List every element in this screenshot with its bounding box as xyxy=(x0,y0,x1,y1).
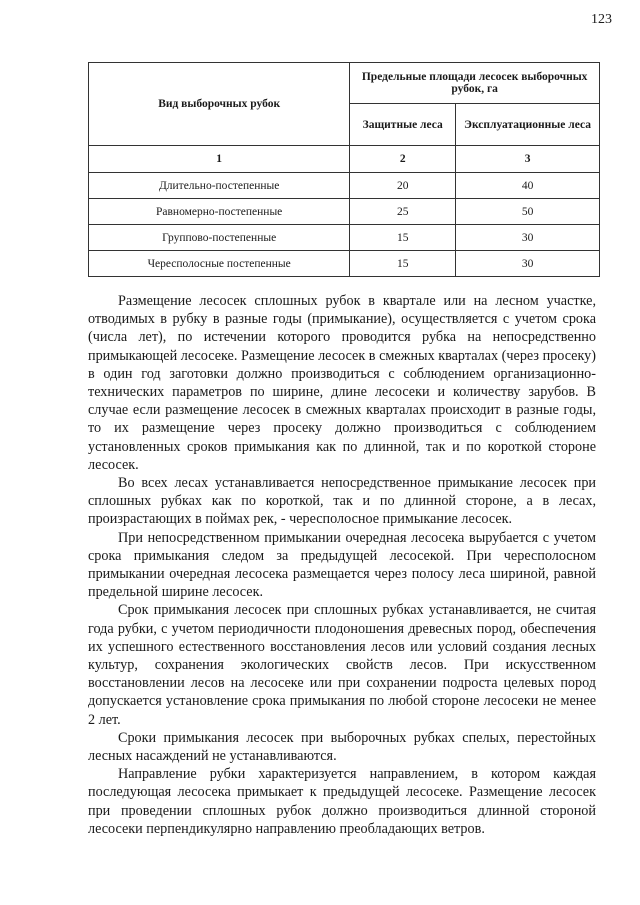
paragraph-adjacency: Размещение лесосек сплошных рубок в квартале или на лесном участке, отводимых в рубку в разные годы (примыкание), осуществляется с учетом срока (числа лет), по истечении которого проводится рубка на непосредственно примыкающей лесосеке. Размещение лесосек в смежных кварталах (через просеку) в один год заготовки должно производиться с соблюдением организационно-технических параметров по ширине, длине лесосеки и количеству зарубов. В случае если размещение лесосек в смежных кварталах происходит в разные годы, то их размещение через просеку должно производиться с соблюдением установленных сроков примыкания как по длинной, так и по короткой стороне лесосек. xyxy=(88,293,596,473)
header-area-limits: Предельные площади лесосек выборочных рубок, га xyxy=(350,63,600,104)
paragraph-cutting-direction: Направление рубки характеризуется направлением, в котором каждая последующая лесосека примыкает к предыдущей лесосеке. Размещение лесосек при проведении сплошных рубок должно производиться длинной стороной лесосеки перпендикулярно направлению преобладающих ветров. xyxy=(88,766,596,837)
column-number-2: 2 xyxy=(350,146,456,173)
paragraph-adjacency-term: Срок примыкания лесосек при сплошных рубках устанавливается, не считая года рубки, с учетом периодичности плодоношения древесных пород, обеспечения их успешного естественного восстановления лесов или условий создания лесных культур, сохранения экологических свойств лесов. При искусственном восстановлении лесов на лесосеке или при сохранении подроста целевых пород допускается установление срока примыкания по любой стороне лесосеки не менее 2 лет. xyxy=(88,602,596,728)
cutting-type-cell: Равномерно-постепенные xyxy=(89,199,350,225)
paragraph-direct-adjacency: При непосредственном примыкании очередная лесосека вырубается с учетом срока примыкания следом за предыдущей лесосекой. При чересполосном примыкании очередная лесосека размещается через полосу леса шириной, равной предельной ширине лесосек. xyxy=(88,529,596,601)
header-exploitation-forests: Эксплуатационные леса xyxy=(456,104,600,146)
cutting-type-cell: Чересполосные постепенные xyxy=(89,251,350,277)
protective-value-cell: 25 xyxy=(350,199,456,225)
table-row xyxy=(89,251,600,277)
exploitation-value-cell: 40 xyxy=(456,173,600,199)
protective-value-cell: 20 xyxy=(350,173,456,199)
exploitation-value-cell: 50 xyxy=(456,199,600,225)
table-row xyxy=(89,173,600,199)
cutting-type-cell: Длительно-постепенные xyxy=(89,173,350,199)
header-cutting-type: Вид выборочных рубок xyxy=(89,63,350,146)
column-number-3: 3 xyxy=(456,146,600,173)
exploitation-value-cell: 30 xyxy=(456,225,600,251)
header-protective-forests: Защитные леса xyxy=(350,104,456,146)
body-text xyxy=(88,292,596,838)
paragraph-all-forests: Во всех лесах устанавливается непосредственное примыкание лесосек при сплошных рубках как по короткой, так и по длинной стороне, а в лесах, произрастающих в поймах рек, - чересполосное примыкание лесосек. xyxy=(88,475,596,528)
table-row xyxy=(89,225,600,251)
cutting-type-cell: Группово-постепенные xyxy=(89,225,350,251)
page-number: 123 xyxy=(591,12,612,27)
protective-value-cell: 15 xyxy=(350,251,456,277)
exploitation-value-cell: 30 xyxy=(456,251,600,277)
table-row xyxy=(89,199,600,225)
column-number-1: 1 xyxy=(89,146,350,173)
paragraph-selective-cutting: Сроки примыкания лесосек при выборочных рубках спелых, перестойных лесных насаждений не устанавливаются. xyxy=(88,729,596,765)
cutting-limits-table xyxy=(88,62,600,277)
protective-value-cell: 15 xyxy=(350,225,456,251)
